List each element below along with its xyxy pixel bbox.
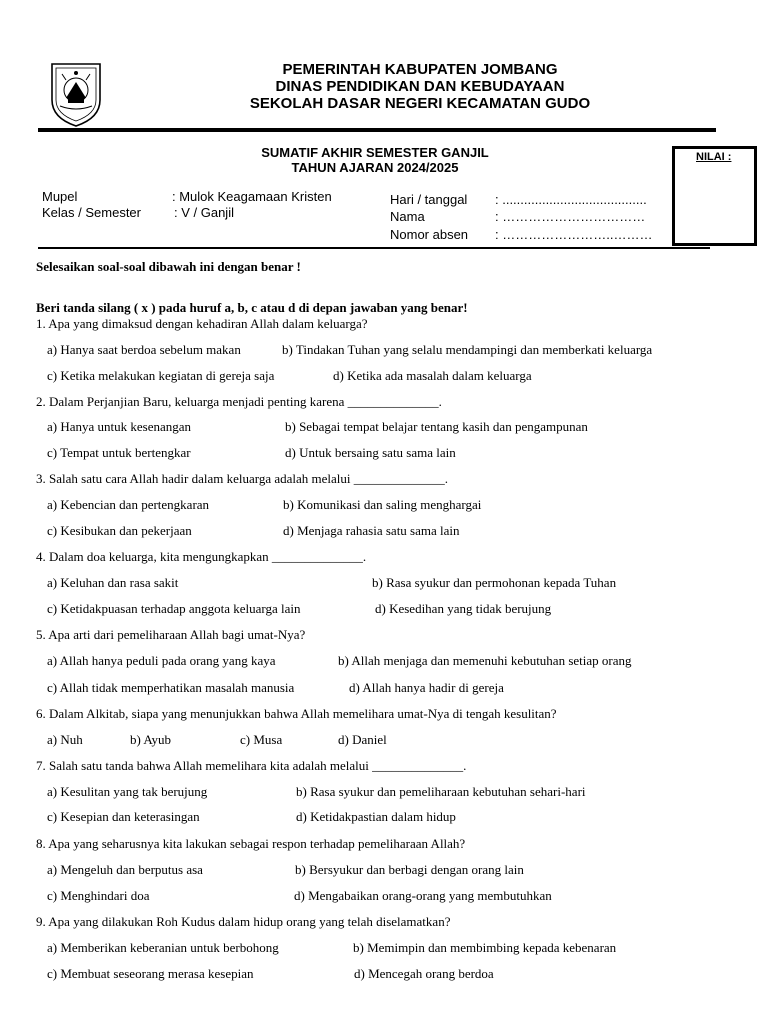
answer-option-d: d) Allah hanya hadir di gereja [349,680,504,695]
question-text: 4. Dalam doa keluarga, kita mengungkapkan ______________. [36,549,367,564]
answer-option-b: b) Ayub [130,732,172,747]
answer-option-a: a) Memberikan keberanian untuk berbohong [47,940,279,955]
subject-label: Mupel [42,189,78,204]
regency-emblem-logo [48,60,104,128]
date-label: Hari / tanggal [390,192,468,207]
answer-option-d: d) Kesedihan yang tidak berujung [375,601,552,616]
answer-option-b: b) Memimpin dan membimbing kepada kebenaran [353,940,617,955]
exam-title: SUMATIF AKHIR SEMESTER GANJIL [261,145,489,160]
answer-option-b: b) Rasa syukur dan permohonan kepada Tuhan [372,575,617,590]
answer-option-c: c) Menghindari doa [47,888,150,903]
answer-option-d: d) Mencegah orang berdoa [354,966,494,981]
header-government-line: PEMERINTAH KABUPATEN JOMBANG [282,61,558,78]
class-value: : V / Ganjil [174,205,234,220]
general-instruction: Selesaikan soal-soal dibawah ini dengan benar ! [36,259,301,274]
date-field: : ........................................ [495,192,647,207]
answer-option-b: b) Komunikasi dan saling menghargai [283,497,482,512]
answer-option-d: d) Ketika ada masalah dalam keluarga [333,368,532,383]
answer-option-a: a) Hanya untuk kesenangan [47,419,192,434]
question-text: 3. Salah satu cara Allah hadir dalam keluarga adalah melalui ______________. [36,471,449,486]
name-field: : …………………………… [495,209,646,224]
header-divider [38,128,716,132]
question-text: 1. Apa yang dimaksud dengan kehadiran Allah dalam keluarga? [36,316,368,331]
class-label: Kelas / Semester [42,205,141,220]
answer-option-a: a) Allah hanya peduli pada orang yang kaya [47,653,276,668]
absence-number-label: Nomor absen [390,227,469,242]
answer-option-c: c) Kesibukan dan pekerjaan [47,523,192,538]
answer-option-b: b) Rasa syukur dan pemeliharaan kebutuhan sehari-hari [296,784,586,799]
answer-option-d: d) Mengabaikan orang-orang yang membutuhkan [294,888,552,903]
answer-option-d: d) Daniel [338,732,387,747]
shield-emblem-icon [48,60,104,128]
answer-option-a: a) Mengeluh dan berputus asa [47,862,203,877]
answer-option-c: c) Tempat untuk bertengkar [47,445,191,460]
question-text: 5. Apa arti dari pemeliharaan Allah bagi umat-Nya? [36,627,306,642]
header-school-line: SEKOLAH DASAR NEGERI KECAMATAN GUDO [249,95,591,112]
absence-number-field: : ……………………..……… [495,227,653,242]
answer-option-b: b) Bersyukur dan berbagi dengan orang lain [295,862,524,877]
answer-option-a: a) Kebencian dan pertengkaran [47,497,210,512]
question-text: 8. Apa yang seharusnya kita lakukan sebagai respon terhadap pemeliharaan Allah? [36,836,466,851]
answer-option-a: a) Keluhan dan rasa sakit [47,575,179,590]
answer-option-a: a) Kesulitan yang tak berujung [47,784,208,799]
answer-option-c: c) Ketika melakukan kegiatan di gereja saja [47,368,275,383]
score-label: NILAI : [696,151,732,163]
info-divider [38,247,710,249]
answer-option-b: b) Allah menjaga dan memenuhi kebutuhan setiap orang [338,653,632,668]
answer-option-c: c) Kesepian dan keterasingan [47,809,200,824]
answer-option-b: b) Sebagai tempat belajar tentang kasih dan pengampunan [285,419,588,434]
question-text: 7. Salah satu tanda bahwa Allah memelihara kita adalah melalui ______________. [36,758,467,773]
answer-option-c: c) Membuat seseorang merasa kesepian [47,966,254,981]
header-department-line: DINAS PENDIDIKAN DAN KEBUDAYAAN [275,78,565,95]
answer-option-c: c) Ketidakpuasan terhadap anggota keluarga lain [47,601,301,616]
section-instruction: Beri tanda silang ( x ) pada huruf a, b, c atau d di depan jawaban yang benar! [36,300,468,315]
answer-option-b: b) Tindakan Tuhan yang selalu mendampingi dan memberkati keluarga [282,342,653,357]
exam-year: TAHUN AJARAN 2024/2025 [291,160,459,175]
answer-option-c: c) Allah tidak memperhatikan masalah manusia [47,680,295,695]
name-label: Nama [390,209,425,224]
question-text: 9. Apa yang dilakukan Roh Kudus dalam hidup orang yang telah diselamatkan? [36,914,451,929]
answer-option-d: d) Untuk bersaing satu sama lain [285,445,456,460]
question-text: 2. Dalam Perjanjian Baru, keluarga menjadi penting karena ______________. [36,394,442,409]
answer-option-a: a) Hanya saat berdoa sebelum makan [47,342,241,357]
subject-value: : Mulok Keagamaan Kristen [172,189,332,204]
answer-option-d: d) Menjaga rahasia satu sama lain [283,523,460,538]
answer-option-d: d) Ketidakpastian dalam hidup [296,809,456,824]
answer-option-a: a) Nuh [47,732,83,747]
question-text: 6. Dalam Alkitab, siapa yang menunjukkan bahwa Allah memelihara umat-Nya di tengah kesulitan? [36,706,557,721]
answer-option-c: c) Musa [240,732,283,747]
